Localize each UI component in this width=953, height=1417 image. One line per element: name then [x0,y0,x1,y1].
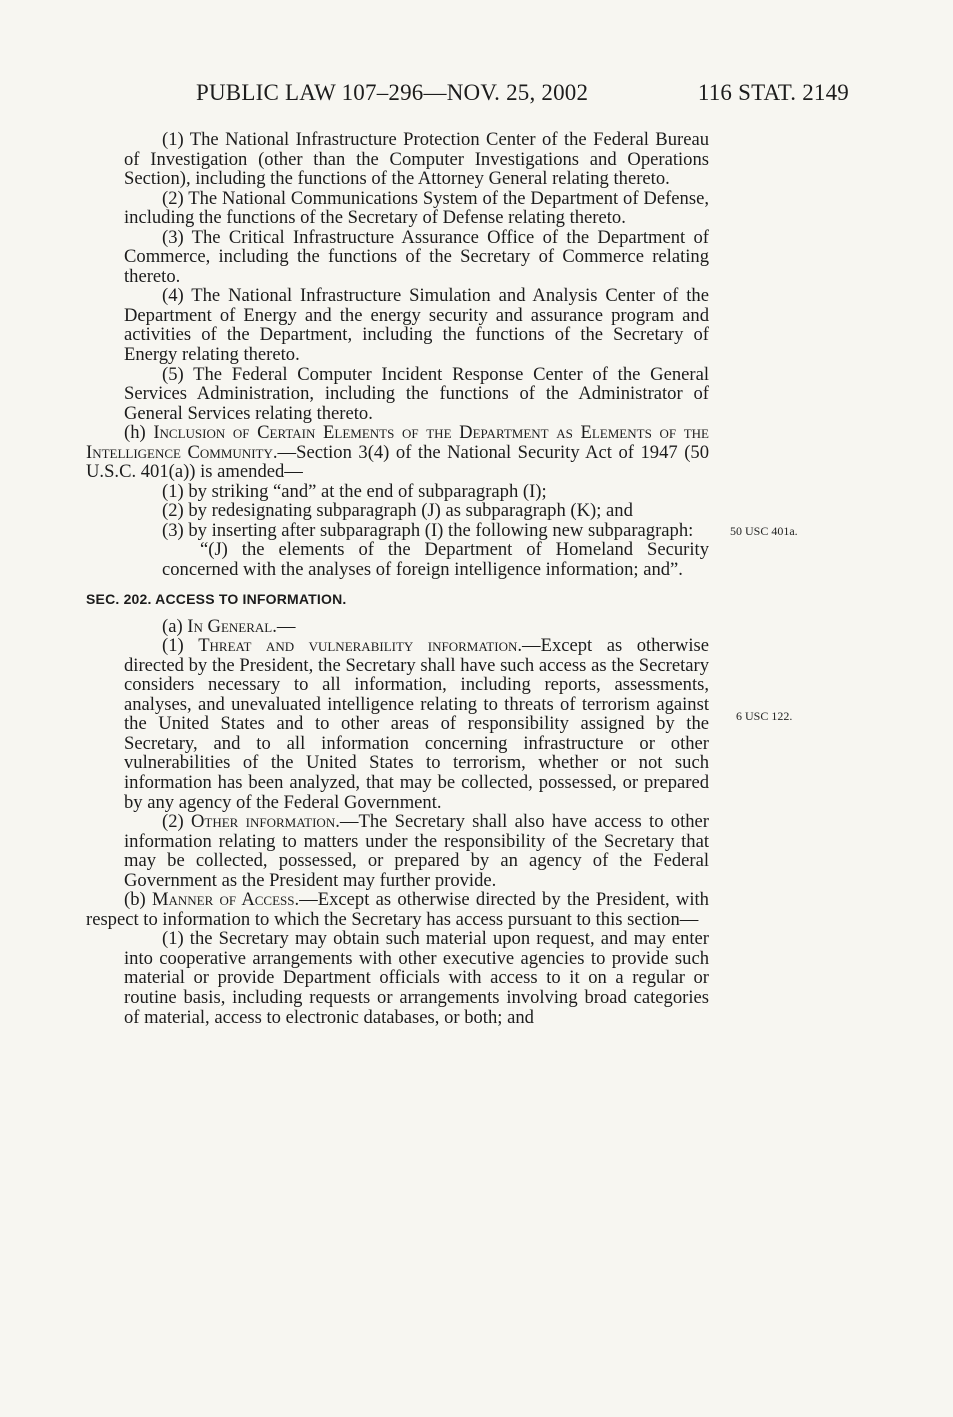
paragraph-a2-heading: Other information. [190,811,340,833]
subsection-a-dash: — [276,615,296,637]
subsection-h-item-2: (2) by redesignating subparagraph (J) as subparagraph (K); and [162,500,633,522]
paragraph-item-4: (4) The National Infrastructure Simulation and Analysis Center of the Department of Energy and the energy security and assurance program and activities of the Department, including the functions of the Secretary of Energy relating thereto. [124,285,709,366]
public-law-title: PUBLIC LAW 107–296—NOV. 25, 2002 [196,80,589,105]
paragraph-a2 [86,812,709,890]
paragraph-a1-heading: Threat and vulnerability information. [198,635,522,657]
subsection-a-label: (a) [162,615,188,637]
subsection-h-label: (h) [124,422,154,444]
subsection-h-text: —Section 3(4) of the National Security Act of 1947 (50 U.S.C. 401(a)) is amended— [86,441,709,483]
page-header [0,80,953,110]
paragraph-a2-text: —The Secretary shall also have access to other information relating to matters under the responsibility of the Secretary that may be collected, possessed, or prepared by an agency of the Federal Government as the President may further provide. [124,811,709,891]
subsection-a-heading [86,617,709,637]
quoted-subparagraph-j: “(J) the elements of the Department of Homeland Security concerned with the analyses of foreign intelligence information; and”. [162,539,709,581]
subsection-b [86,890,709,929]
margin-citation-6usc: 6 USC 122. [736,709,793,723]
subsection-h-item-3: (3) by inserting after subparagraph (I) the following new subparagraph: [162,519,694,541]
subsection-a-title: In General. [187,615,277,637]
margin-citation-50usc: 50 USC 401a. [730,524,798,538]
statute-page-number: 116 STAT. 2149 [697,80,849,105]
document-body [86,130,709,1027]
subsection-b-heading: Manner of Access. [151,889,300,911]
paragraph-item-2: (2) The National Communications System of the Department of Defense, including the functions of the Secretary of Defense relating thereto. [124,187,709,229]
paragraph-item-3: (3) The Critical Infrastructure Assurance Office of the Department of Commerce, including the functions of the Secretary of Commerce relating thereto. [124,226,709,287]
paragraph-item-1: (1) The National Infrastructure Protection Center of the Federal Bureau of Investigation (other than the Computer Investigations and Operations Section), including the functions of the Attorney General relating thereto. [124,129,709,190]
subsection-h [86,423,709,482]
paragraph-a1 [86,636,709,812]
subsection-h-heading: Inclusion of Certain Elements of the Department as Elements of the Intelligence Community. [86,422,709,463]
subsection-h-item-1: (1) by striking “and” at the end of subparagraph (I); [162,480,547,502]
subsection-b-text: —Except as otherwise directed by the President, with respect to information to which the Secretary has access pursuant to this section— [86,889,709,930]
subsection-b-label: (b) [124,889,152,911]
paragraph-a2-label: (2) [162,811,191,833]
paragraph-a1-label: (1) [162,635,199,657]
paragraph-item-5: (5) The Federal Computer Incident Response Center of the General Services Administration, including the functions of the Administrator of General Services relating thereto. [124,363,709,424]
paragraph-a1-text: —Except as otherwise directed by the President, the Secretary shall have such access as the Secretary considers necessary to all information, including reports, assessments, analyses, and unevaluated intelligence relating to threats of terrorism against the United States and to other areas of responsibility assigned by the Secretary, and to all information concerning infrastructure or other vulnerabilities of the United States to terrorism, whether or not such information has been analyzed, that may be collected, possessed, or prepared by any agency of the Federal Government. [124,635,709,813]
section-202-heading: SEC. 202. ACCESS TO INFORMATION. [86,590,347,607]
paragraph-b1: (1) the Secretary may obtain such material upon request, and may enter into cooperative arrangements with other executive agencies to provide such material or provide Department officials with access to it on a regular or routine basis, including requests or arrangements involving broad categories of material, access to electronic databases, or both; and [124,928,709,1028]
